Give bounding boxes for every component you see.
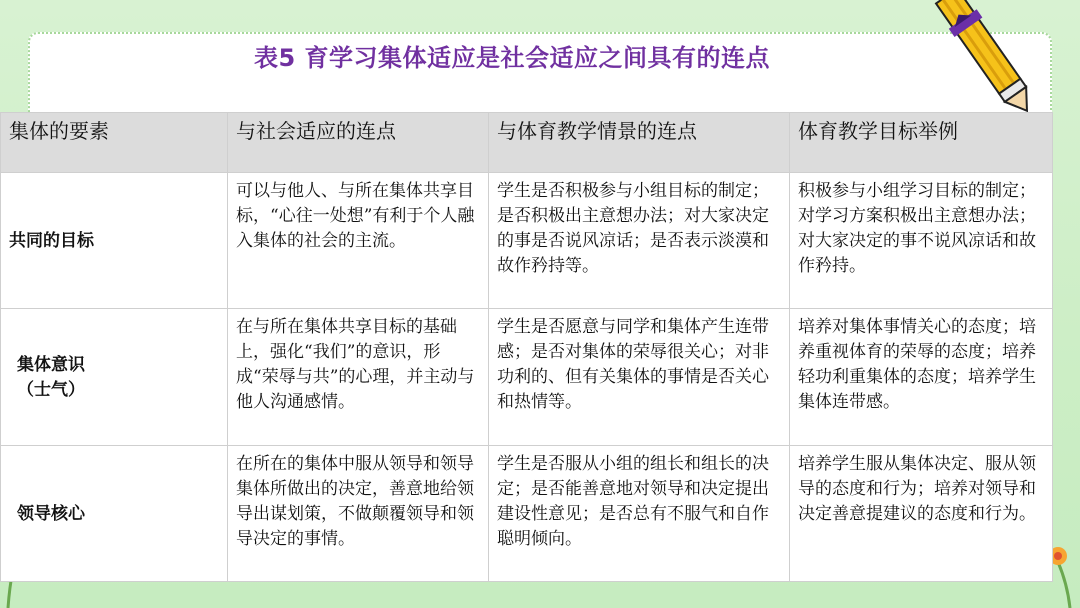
table-cell: 可以与他人、与所在集体共享目标，“心往一处想”有利于个人融入集体的社会的主流。 <box>228 173 489 309</box>
table-row <box>1 173 1053 309</box>
table-cell: 在与所在集体共享目标的基础上，强化“我们”的意识，形成“荣辱与共”的心理，并主动与他人沟通感情。 <box>228 309 489 445</box>
table-cell: 培养对集体事情关心的态度；培养重视体育的荣辱的态度；培养轻功利重集体的态度；培养学生集体连带感。 <box>790 309 1053 445</box>
row-label: 领导核心 <box>1 445 228 581</box>
column-header: 与社会适应的连点 <box>228 113 489 173</box>
table-row <box>1 309 1053 445</box>
table-cell: 学生是否服从小组的组长和组长的决定；是否能善意地对领导和决定提出建设性意见；是否总有不服气和自作聪明倾向。 <box>489 445 790 581</box>
column-header: 体育教学目标举例 <box>790 113 1053 173</box>
table-cell: 学生是否积极参与小组目标的制定；是否积极出主意想办法；对大家决定的事是否说风凉话；是否表示淡漠和故作矜持等。 <box>489 173 790 309</box>
row-label: 共同的目标 <box>1 173 228 309</box>
table-row <box>1 445 1053 581</box>
table-cell: 在所在的集体中服从领导和领导集体所做出的决定，善意地给领导出谋划策，不做颠覆领导和领导决定的事情。 <box>228 445 489 581</box>
column-header: 与体育教学情景的连点 <box>489 113 790 173</box>
table-cell: 培养学生服从集体决定、服从领导的态度和行为；培养对领导和决定善意提建议的态度和行为。 <box>790 445 1053 581</box>
column-header: 集体的要素 <box>1 113 228 173</box>
table-header-row <box>1 113 1053 173</box>
table-cell: 学生是否愿意与同学和集体产生连带感；是否对集体的荣辱很关心；对非功利的、但有关集体的事情是否关心和热情等。 <box>489 309 790 445</box>
row-label: 集体意识 （士气） <box>1 309 228 445</box>
table-cell: 积极参与小组学习目标的制定；对学习方案积极出主意想办法；对大家决定的事不说风凉话和故作矜持。 <box>790 173 1053 309</box>
comparison-table <box>0 112 1053 582</box>
page-title: 表5 育学习集体适应是社会适应之间具有的连点 <box>253 44 771 72</box>
